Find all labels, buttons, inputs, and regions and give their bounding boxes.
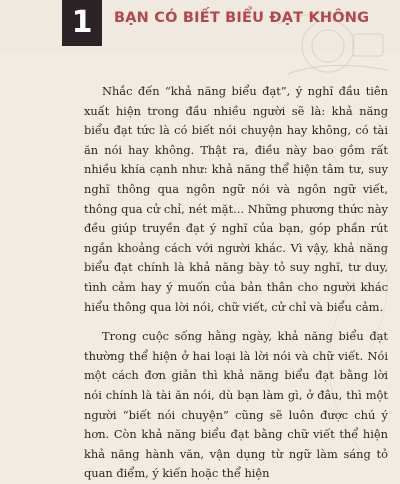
chapter-header (0, 0, 400, 52)
page-body (84, 82, 388, 484)
paragraph: Nhắc đến “khả năng biểu đạt”, ý nghĩ đầu tiên xuất hiện trong đầu nhiều người sẽ là: khả năng biểu đạt tức là có biết nói chuyện hay không, có tài ăn nói hay không. Thật ra, điều này bao gồm rất nhiều khía cạnh như: khả năng thể hiện tâm tư, suy nghĩ thông qua ngôn ngữ nói và ngôn ngữ viết, thông qua cử chỉ, nét mặt... Những phương thức này đều giúp truyền đạt ý nghĩ của bạn, góp phần rút ngắn khoảng cách với người khác. Vì vậy, khả năng biểu đạt chính là khả năng bày tỏ suy nghĩ, tư duy, tình cảm hay ý muốn của bản thân cho người khác hiểu thông qua lời nói, chữ viết, cử chỉ và biểu cảm. (84, 84, 388, 314)
paragraph: Trong cuộc sống hằng ngày, khả năng biểu đạt thường thể hiện ở hai loại là lời nói và chữ viết. Nói một cách đơn giản thì khả năng biểu đạt bằng lời nói chính là tài ăn nói, dù bạn làm gì, ở đâu, thì một người “biết nói chuyện” cũng sẽ luôn được chú ý hơn. Còn khả năng biểu đạt bằng chữ viết thể hiện khả năng hành văn, vận dụng từ ngữ làm sáng tỏ quan điểm, ý kiến hoặc thể hiện (84, 329, 388, 481)
chapter-number-box (62, 0, 102, 46)
chapter-number: 1 (71, 5, 93, 40)
chapter-title: BẠN CÓ BIẾT BIỂU ĐẠT KHÔNG (114, 10, 370, 26)
